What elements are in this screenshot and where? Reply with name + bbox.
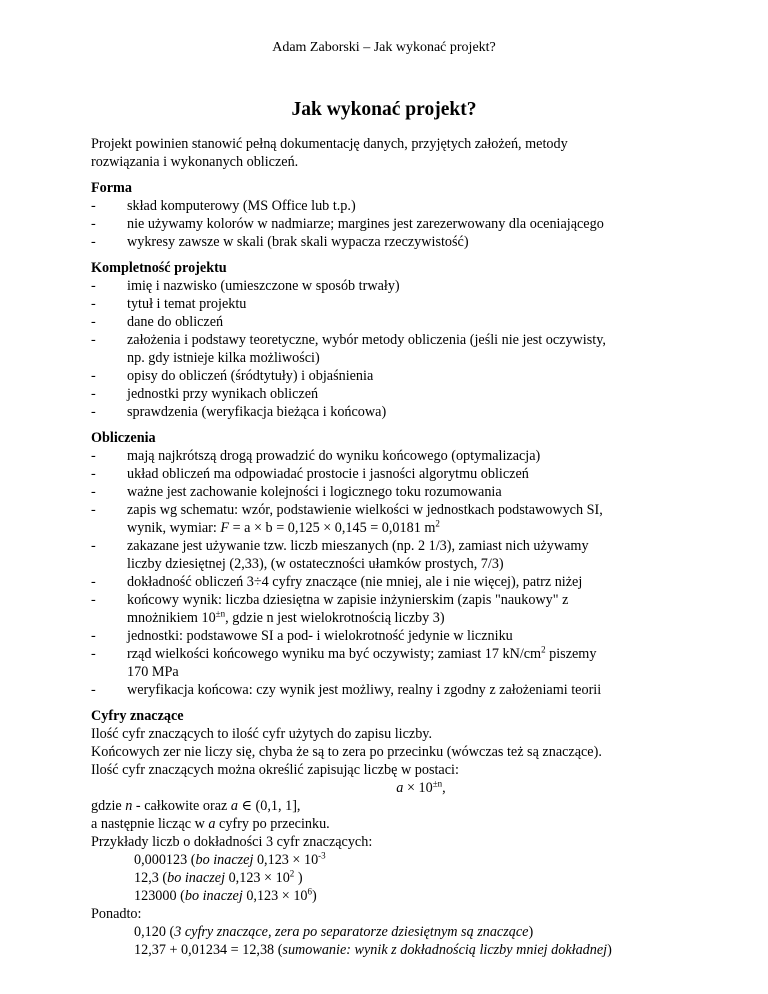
paragraph: Końcowych zer nie liczy się, chyba że są to zera po przecinku (wówczas też są znaczące). (91, 744, 602, 760)
paragraph: a następnie licząc w a cyfry po przecinku. (91, 816, 330, 832)
running-header: Adam Zaborski – Jak wykonać projekt? (272, 40, 496, 55)
example-line: 0,120 (3 cyfry znaczące, zera po separatorze dziesiętnym są znaczące) (134, 924, 534, 940)
document-title: Jak wykonać projekt? (291, 99, 477, 120)
section-heading-kompletnosc: Kompletność projektu (91, 260, 227, 276)
list-item: - jednostki przy wynikach obliczeń (91, 385, 691, 403)
section-heading-forma: Forma (91, 180, 132, 196)
forma-list (91, 197, 691, 251)
list-item: - weryfikacja końcowa: czy wynik jest możliwy, realny i zgodny z założeniami teorii (91, 681, 691, 699)
list-item: - jednostki: podstawowe SI a pod- i wielokrotność jedynie w liczniku (91, 627, 691, 645)
kompletnosc-list (91, 277, 691, 421)
paragraph: Ponadto: (91, 906, 142, 922)
list-item: - założenia i podstawy teoretyczne, wybór metody obliczenia (jeśli nie jest oczywisty, np. gdy istnieje kilka możliwości) (91, 331, 691, 367)
list-item: - imię i nazwisko (umieszczone w sposób trwały) (91, 277, 691, 295)
list-item: - zakazane jest używanie tzw. liczb mieszanych (np. 2 1/3), zamiast nich używamy liczby dziesiętnej (2,33), (w ostateczności ułamków prostych, 7/3) (91, 537, 691, 573)
example-line: 12,3 (bo inaczej $0,123 \times 10^2$ ) (134, 868, 303, 886)
paragraph: Przykłady liczb o dokładności 3 cyfr znaczących: (91, 834, 373, 850)
list-item: - tytuł i temat projektu (91, 295, 691, 313)
obliczenia-list (91, 447, 691, 699)
list-item: - końcowy wynik: liczba dziesiętna w zapisie inżynierskim (zapis "naukowy" z mnożnikiem $10^{\pm n}$, gdzie n jest wielokrotnością liczby 3) (91, 591, 691, 627)
list-item: - opisy do obliczeń (śródtytuły) i objaśnienia (91, 367, 691, 385)
list-item: - sprawdzenia (weryfikacja bieżąca i końcowa) (91, 403, 691, 421)
formula: $a \times 10^{\pm n}$, (396, 778, 446, 796)
list-item: - nie używamy kolorów w nadmiarze; margines jest zarezerwowany dla oceniającego (91, 215, 691, 233)
document-body (91, 135, 691, 959)
list-item: - układ obliczeń ma odpowiadać prostocie i jasności algorytmu obliczeń (91, 465, 691, 483)
list-item: - skład komputerowy (MS Office lub t.p.) (91, 197, 691, 215)
list-item: - rząd wielkości końcowego wyniku ma być oczywisty; zamiast 17 $kN/cm^2$ piszemy 170 MPa (91, 645, 691, 681)
example-line: 12,37 + 0,01234 = 12,38 (sumowanie: wynik z dokładnością liczby mniej dokładnej) (134, 942, 612, 958)
list-item: - wykresy zawsze w skali (brak skali wypacza rzeczywistość) (91, 233, 691, 251)
section-heading-obliczenia: Obliczenia (91, 430, 156, 446)
list-item: - dane do obliczeń (91, 313, 691, 331)
paragraph: Ilość cyfr znaczących można określić zapisując liczbę w postaci: (91, 762, 459, 778)
example-line: 123000 (bo inaczej $0,123 \times 10^6$) (134, 886, 317, 904)
example-line: 0,000123 (bo inaczej $0,123 \times 10^{-3}$ (134, 850, 326, 868)
section-heading-cyfry: Cyfry znaczące (91, 708, 184, 724)
intro-paragraph: Projekt powinien stanowić pełną dokumentację danych, przyjętych założeń, metody rozwiązania i wykonanych obliczeń. (91, 136, 568, 170)
list-item: - zapis wg schematu: wzór, podstawienie wielkości w jednostkach podstawowych SI, wynik, wymiar: F = a × b = 0,125 × 0,145 = 0,0181 $m^2$ (91, 501, 691, 537)
paragraph: gdzie n - całkowite oraz a ∈ (0,1, 1], (91, 798, 301, 814)
list-item: - mają najkrótszą drogą prowadzić do wyniku końcowego (optymalizacja) (91, 447, 691, 465)
paragraph: Ilość cyfr znaczących to ilość cyfr użytych do zapisu liczby. (91, 726, 433, 742)
cyfry-section (91, 725, 691, 959)
list-item: - dokładność obliczeń 3÷4 cyfry znaczące (nie mniej, ale i nie więcej), patrz niżej (91, 573, 691, 591)
list-item: - ważne jest zachowanie kolejności i logicznego toku rozumowania (91, 483, 691, 501)
